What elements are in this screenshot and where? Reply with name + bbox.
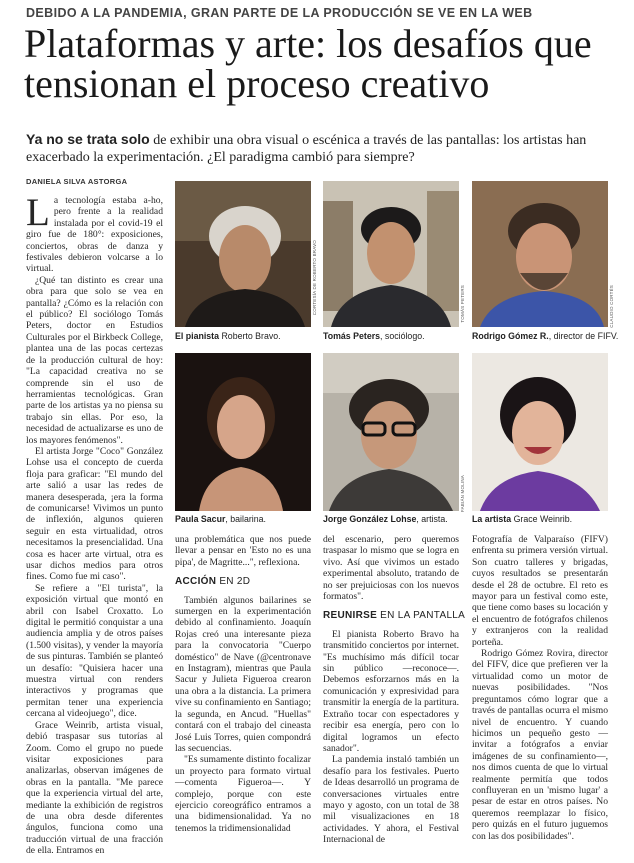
paragraph: Fotografía de Valparaíso (FIFV) enfrenta su primera versión virtual. Son cuatro talleres y brigadas, cuyos resultados se presentarán desde el 28 de octubre. El reto es mayor para un festival como este, que tiene como bases su locación y el encuentro de fotógrafos chilenos y extranjeros con la realidad porteña.: [472, 534, 608, 648]
deck-lead: Ya no se trata solo: [26, 131, 150, 147]
paragraph: Se refiere a "El turista", la exposición virtual que montó en abril con Isabel Croxatto. Lo digital le permitió conquistar a una audiencia amplia y de otros países (1.500 visitas), y vender la mayoría de sus pinturas. También se planteó un desafío: "Quisiera hacer una muestra virtual con renders interactivos y programas que permitan tener una experiencia cercana al videojuego", dice.: [26, 582, 163, 720]
deck: [26, 131, 616, 166]
subheading-accion-en-2d: ACCIÓN EN 2D: [175, 576, 251, 588]
paragraph: ¿Qué tan distinto es crear una obra para que solo se vea en pantalla? ¿Cómo es la relación con el público? El sociólogo Tomás Peters, doctor en Estudios Culturales por el Birkbeck College, plantea una de las pocas certezas de la producción cultural de hoy: "La capacidad creativa no se comprende sin el uso de herramientas tecnológicas. Gran parte de los artistas ya no piensa su trabajo sin ellas. Por eso, la necesidad de actualizarse es uno de los mayores fenómenos".: [26, 274, 163, 446]
photo-roberto-bravo: [175, 181, 311, 327]
paragraph: "Es sumamente distinto focalizar un proyecto para formato virtual —comenta Figueroa—. Y complejo, porque con este ejercicio coreográfico entramos a una bidimensionalidad. Ya no tenemos la tridimensionalidad: [175, 754, 311, 834]
drop-cap: L: [26, 191, 50, 234]
column-2: [175, 534, 311, 834]
photo-caption: Tomás Peters, sociólogo.: [323, 331, 425, 341]
headline: [24, 21, 624, 106]
photo-tomas-peters: [323, 181, 459, 327]
headline-line-2: tensionan el proceso creativo: [24, 61, 490, 106]
paragraph: una problemática que nos puede llevar a pensar en 'Esto no es una pipa', de Magritte...", reflexiona.: [175, 534, 311, 568]
column-4: [472, 534, 608, 842]
photo-credit: CLAUDIO CORTÉS: [609, 285, 614, 328]
paragraph: del escenario, pero queremos traspasar lo mismo que se logra en vivo. Así que vivimos un estado experimental absoluto, tratando de no ser prejuiciosas con los nuevos formatos".: [323, 534, 459, 603]
column-3: [323, 534, 466, 846]
photo-caption: La artista Grace Weinrib.: [472, 514, 573, 524]
paragraph: También algunos bailarines se sumergen en la experimentación debido al confinamiento. Joaquín Rojas creó una interesante pieza para la convocatoria "Cuerpo doméstico" de Nave (@centronave en Instagram), mientras que Paula Sacur y Julieta Figueroa crearon una obra a la distancia. La primera vive su confinamiento en Santiago; la segunda, en Ancud. "Huellas" contará con el trabajo del cineasta José Luis Torres, quien compondrá las secuencias.: [175, 594, 311, 754]
photo-caption: Paula Sacur, bailarina.: [175, 514, 266, 524]
photo-paula-sacur: [175, 353, 311, 511]
kicker: DEBIDO A LA PANDEMIA, GRAN PARTE DE LA PRODUCCIÓN SE VE EN LA WEB: [26, 6, 533, 20]
photo-jorge-gonzalez: [323, 353, 459, 511]
photo-credit: FABIÁN MOLINA: [460, 475, 465, 513]
paragraph: Rodrigo Gómez Rovira, director del FIFV, dice que prefieren ver la virtualidad como un motor de nuevas posibilidades. "Nos preguntamos cómo lograr que a través de pantallas ocurra el mismo nivel de encuentro. Y cuando hicimos un pequeño gesto —invitar a fotógrafos a enviar imágenes de su confinamiento—, nos dimos cuenta de que lo virtual realmente permitía que todos confluyeran en un 'mismo lugar' a pesar de estar en otros países. No queremos reemplazar lo físico, pero quizás en el futuro juguemos con las dos posibilidades".: [472, 648, 608, 842]
photo-credit: TOMÁS PETERS: [460, 285, 465, 323]
photo-grace-weinrib: [472, 353, 608, 511]
headline-line-1: Plataformas y arte: los desafíos que: [24, 21, 592, 66]
column-1: [26, 191, 163, 857]
photo-caption: Jorge González Lohse, artista.: [323, 514, 448, 524]
deck-text: de exhibir una obra visual o escénica a través de las pantallas: los artistas han exacerbado la experimentación. ¿El paradigma cambió para siempre?: [26, 133, 587, 165]
byline: DANIELA SILVA ASTORGA: [26, 177, 128, 186]
subheading-reunirse-en-la-pantalla: REUNIRSE EN LA PANTALLA: [323, 610, 466, 622]
paragraph: La pandemia instaló también un desafío para los festivales. Puerto de Ideas desarrolló un programa de conversaciones virtuales entre mayo y agosto, con un total de 38 mil visualizaciones en 18 actividades. Y ahora, el Festival Internacional de: [323, 754, 459, 846]
paragraph: a tecnología estaba a-ho, pero frente a la realidad instalada por el covid-19 el giro fue de 180°: exposiciones, conciertos, obras de danza y festivales debieron volcarse a lo virtual.: [26, 195, 163, 275]
photo-caption: El pianista Roberto Bravo.: [175, 331, 281, 341]
paragraph: Grace Weinrib, artista visual, debió traspasar sus tutorías al Zoom. Como el grupo no puede visitar exposiciones para analizarlas, observan imágenes de obras en la pantalla. "Me parece que la experiencia virtual del arte, mediante la exhibición de registros de una obra desde diferentes ángulos, funciona como una traducción virtual de una fracción de ella. Entramos en: [26, 719, 163, 857]
photo-rodrigo-gomez: [472, 181, 608, 327]
paragraph: El pianista Roberto Bravo ha transmitido conciertos por internet. "Es muchísimo más difícil tocar sin público —reconoce—. Debemos esforzarnos más en la comunicación y expresividad para transmitir la energía de la partitura. Extraño tocar con espectadores y recibir esa energía, pero con lo digital logramos un efecto sanador".: [323, 628, 459, 754]
paragraph: El artista Jorge "Coco" González Lohse usa el concepto de cuerda floja para graficar: "El mundo del arte salió a usar las redes de manera desesperada, ¡era la forma de comunicarse! Vivimos un punto de inflexión, algunos quieren seguir en esta virtualidad, otros necesitamos la presencialidad. Una cosa es hacer arte virtual, otra es usar dichos medios para otros fines. Como fue mi caso".: [26, 445, 163, 583]
photo-credit: CORTESÍA DE ROBERTO BRAVO: [312, 240, 317, 316]
photo-caption: Rodrigo Gómez R., director de FIFV.: [472, 331, 619, 341]
